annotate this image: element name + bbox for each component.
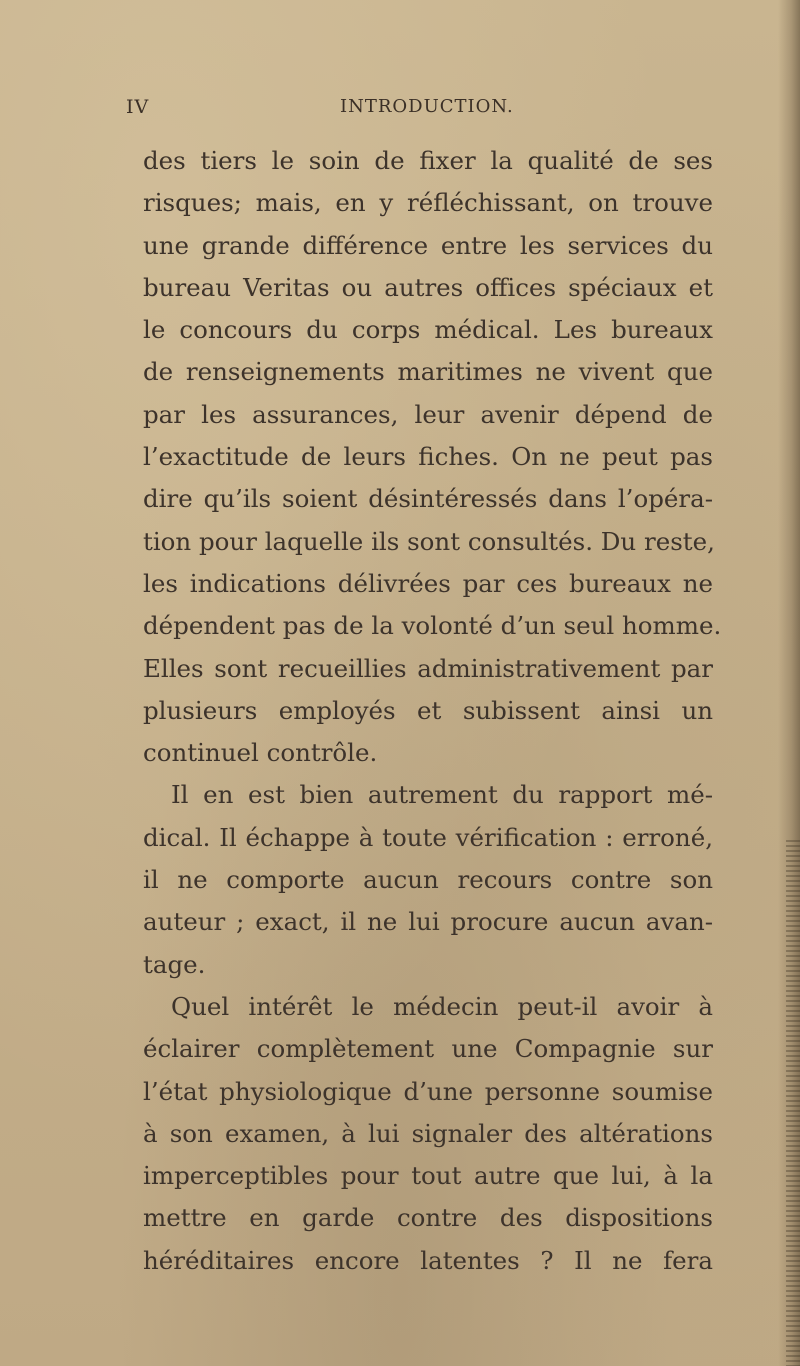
text-line: continuel contrôle. bbox=[143, 738, 378, 768]
text-line: risques; mais, en y réfléchissant, on trouve bbox=[143, 188, 713, 218]
text-line: héréditaires encore latentes ? Il ne fera bbox=[143, 1245, 713, 1275]
page-number: IV bbox=[126, 96, 150, 118]
text-line: l’état physiologique d’une personne soumise bbox=[143, 1076, 713, 1106]
text-line: des tiers le soin de fixer la qualité de ses bbox=[143, 146, 713, 175]
text-line: par les assurances, leur avenir dépend de bbox=[143, 399, 713, 429]
paragraph-start-line: Quel intérêt le médecin peut-il avoir à bbox=[171, 991, 713, 1021]
page-edge-stack bbox=[786, 840, 800, 1366]
text-line: les indications délivrées par ces bureaux ne bbox=[143, 568, 713, 598]
text-line: dical. Il échappe à toute vérification : erroné, bbox=[143, 822, 713, 852]
text-line: à son examen, à lui signaler des altérations bbox=[143, 1118, 713, 1148]
paragraph-start-line: Il en est bien autrement du rapport mé- bbox=[171, 780, 713, 810]
running-title: INTRODUCTION. bbox=[340, 96, 514, 117]
text-line: dépendent pas de la volonté d’un seul homme. bbox=[143, 611, 722, 641]
text-line: Elles sont recueillies administrativement par bbox=[143, 653, 713, 683]
text-line: tage. bbox=[143, 949, 206, 979]
text-line: mettre en garde contre des dispositions bbox=[143, 1203, 713, 1233]
text-line: bureau Veritas ou autres offices spéciaux et bbox=[143, 272, 713, 302]
text-line: une grande différence entre les services du bbox=[143, 230, 713, 260]
text-line: plusieurs employés et subissent ainsi un bbox=[143, 695, 713, 725]
text-line: l’exactitude de leurs fiches. On ne peut pas bbox=[143, 442, 713, 472]
text-line: auteur ; exact, il ne lui procure aucun avan- bbox=[143, 907, 713, 937]
text-line: éclairer complètement une Compagnie sur bbox=[143, 1034, 713, 1064]
text-line: le concours du corps médical. Les bureaux bbox=[143, 315, 713, 345]
text-line: il ne comporte aucun recours contre son bbox=[143, 865, 713, 895]
body-text bbox=[143, 140, 722, 1282]
running-header bbox=[126, 96, 686, 126]
text-line: tion pour laquelle ils sont consultés. Du reste, bbox=[143, 526, 715, 556]
text-line: de renseignements maritimes ne vivent que bbox=[143, 357, 713, 387]
text-line: dire qu’ils soient désintéressés dans l’opéra- bbox=[143, 484, 713, 514]
text-line: imperceptibles pour tout autre que lui, à la bbox=[143, 1161, 713, 1191]
